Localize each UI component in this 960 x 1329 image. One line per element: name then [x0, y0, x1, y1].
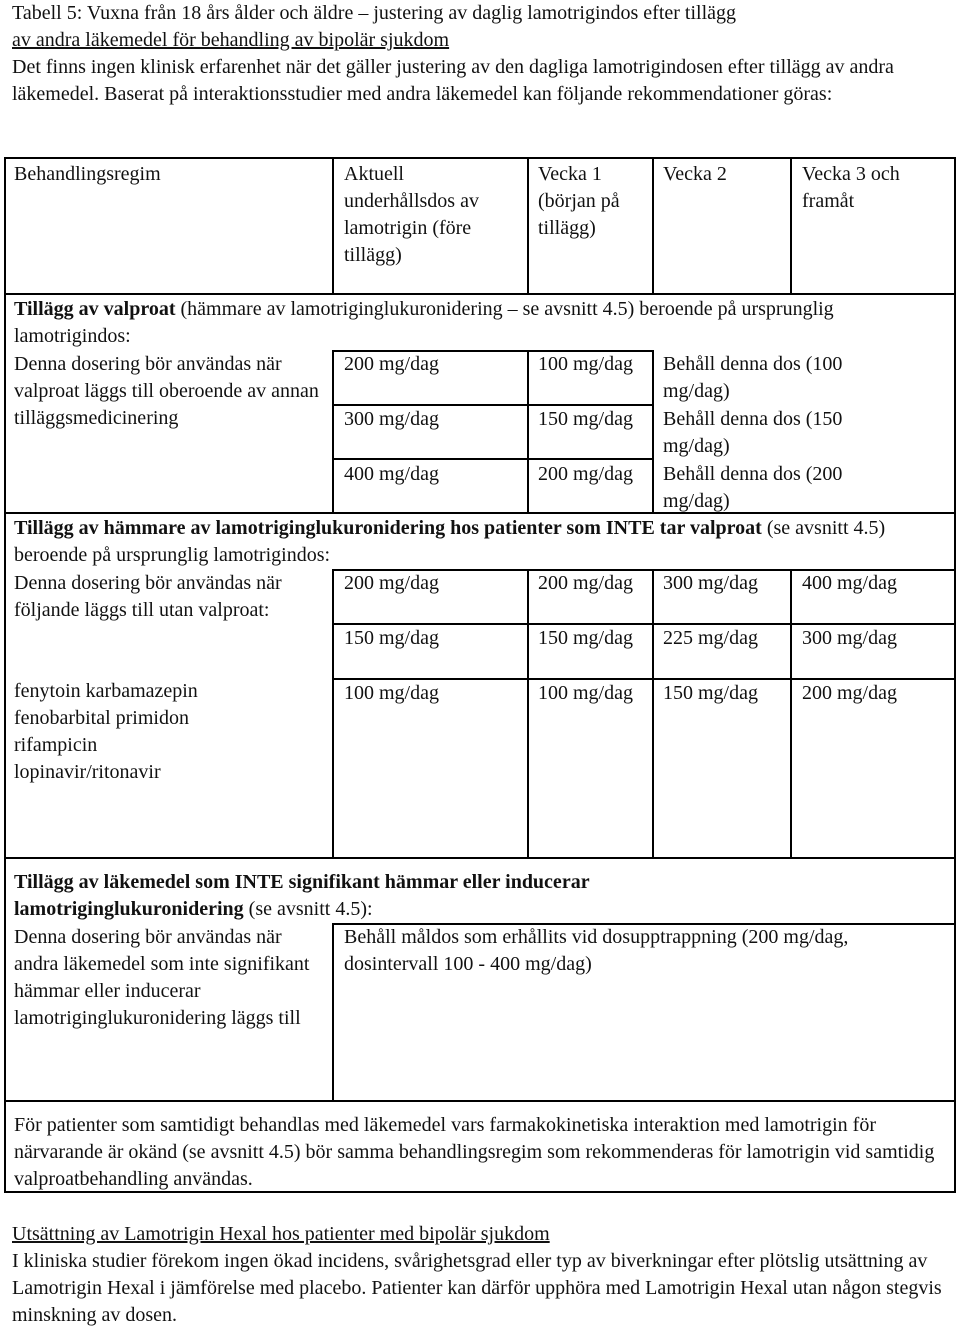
header-divider-3: [652, 159, 654, 295]
valproate-row-3-week-2: Behåll denna dos (200 mg/dag): [663, 463, 843, 512]
valproate-row-3-week-1: 200 mg/dag: [538, 463, 633, 485]
neutral-heading-bold: Tillägg av läkemedel som INTE signifikant hämmar eller inducerar lamotriginglukuronidering: [14, 871, 590, 920]
header-bottom-rule: [6, 293, 954, 295]
inducers-heading: [14, 515, 944, 569]
inducers-description: Denna dosering bör användas när följande läggs till utan valproat:: [14, 572, 282, 621]
inducers-row-2-week-2: 225 mg/dag: [663, 627, 758, 649]
valproate-divider-3: [652, 350, 654, 513]
header-week-1: Vecka 1 (början på tillägg): [538, 163, 620, 239]
inducers-row-3-current: 100 mg/dag: [344, 682, 439, 704]
inducers-bottom-rule: [6, 857, 954, 859]
inducers-divider-1: [332, 569, 334, 859]
table-title-line-2: av andra läkemedel för behandling av bipolär sjukdom: [12, 29, 450, 51]
inducers-row-1-current: 200 mg/dag: [344, 572, 439, 594]
inducers-row-3-week-2: 150 mg/dag: [663, 682, 758, 704]
inducers-row-2-week-3: 300 mg/dag: [802, 627, 897, 649]
valproate-description: Denna dosering bör användas när valproat läggs till oberoende av annan tilläggsmedicinering: [14, 353, 319, 429]
inducers-divider-3: [652, 569, 654, 859]
table-intro: Det finns ingen klinisk erfarenhet när det gäller justering av den dagliga lamotrigindosen efter tillägg av andra läkemedel. Baserat på interaktionsstudier med andra läkemedel kan följande rekommendationer göras:: [12, 56, 894, 105]
inducers-heading-bold: Tillägg av hämmare av lamotriginglukuronidering hos patienter som INTE tar valproat: [14, 517, 762, 539]
discontinuation-title: Utsättning av Lamotrigin Hexal hos patienter med bipolär sjukdom: [12, 1223, 550, 1245]
inducers-drug-list: fenytoin karbamazepin fenobarbital primidon rifampicin lopinavir/ritonavir: [14, 680, 198, 783]
valproate-divider-1: [332, 350, 334, 513]
header-regimen: Behandlingsregim: [14, 163, 161, 185]
neutral-bottom-rule: [6, 1100, 954, 1102]
valproate-heading-bold: Tillägg av valproat: [14, 298, 176, 320]
neutral-divider: [332, 923, 334, 1102]
inducers-heading-rest: (se avsnitt 4.5) beroende på ursprunglig lamotrigindos:: [14, 517, 886, 566]
inducers-row-2-current: 150 mg/dag: [344, 627, 439, 649]
valproate-divider-2: [527, 350, 529, 513]
header-divider-4: [790, 159, 792, 295]
valproate-row-2-current: 300 mg/dag: [344, 408, 439, 430]
inducers-divider-2: [527, 569, 529, 859]
valproate-heading-rest: (hämmare av lamotriginglukuronidering – se avsnitt 4.5) beroende på ursprunglig lamotrigindos:: [14, 298, 834, 347]
inducers-divider-4: [790, 569, 792, 859]
discontinuation-section: [12, 1221, 942, 1329]
valproate-row-rule-2: [332, 458, 654, 460]
header-divider-2: [527, 159, 529, 295]
valproate-row-2-week-2: Behåll denna dos (150 mg/dag): [663, 408, 843, 457]
inducers-row-1-week-2: 300 mg/dag: [663, 572, 758, 594]
valproate-row-1-week-2: Behåll denna dos (100 mg/dag): [663, 353, 843, 402]
header-week-3: Vecka 3 och framåt: [802, 163, 900, 212]
discontinuation-body: I kliniska studier förekom ingen ökad incidens, svårighetsgrad eller typ av biverkningar efter plötslig utsättning av Lamotrigin Hexal i jämförelse med placebo. Patienter kan därför upphöra med Lamotrigin Hexal utan någon stegvis minskning av dosen.: [12, 1250, 942, 1326]
inducers-row-1-week-1: 200 mg/dag: [538, 572, 633, 594]
neutral-dose: Behåll måldos som erhållits vid dosupptrappning (200 mg/dag, dosintervall 100 - 400 mg/dag): [344, 926, 849, 975]
valproate-row-2-week-1: 150 mg/dag: [538, 408, 633, 430]
table-footer-note: För patienter som samtidigt behandlas med läkemedel vars farmakokinetiska interaktion med lamotrigin för närvarande är okänd (se avsnitt 4.5) bör samma behandlingsregim som rekommenderas för lamotrigin vid samtidig valproatbehandling användas.: [14, 1114, 935, 1190]
table-caption: [12, 0, 942, 108]
inducers-row-3-week-3: 200 mg/dag: [802, 682, 897, 704]
header-current-dose: Aktuell underhållsdos av lamotrigin (före tillägg): [344, 163, 479, 266]
inducers-row-3-week-1: 100 mg/dag: [538, 682, 633, 704]
valproate-row-1-week-1: 100 mg/dag: [538, 353, 633, 375]
neutral-heading: [14, 869, 714, 923]
neutral-heading-rest: (se avsnitt 4.5):: [243, 898, 373, 920]
header-week-2: Vecka 2: [663, 163, 727, 185]
valproate-row-1-current: 200 mg/dag: [344, 353, 439, 375]
neutral-top-rule: [332, 923, 954, 925]
table-title-line-1: Tabell 5: Vuxna från 18 års ålder och äldre – justering av daglig lamotrigindos efter tillägg: [12, 2, 737, 24]
dosing-table: [4, 157, 956, 1193]
neutral-description: Denna dosering bör användas när andra läkemedel som inte signifikant hämmar eller inducerar lamotriginglukuronidering läggs till: [14, 926, 310, 1029]
valproate-row-3-current: 400 mg/dag: [344, 463, 439, 485]
valproate-heading: [14, 296, 944, 350]
header-divider-1: [332, 159, 334, 295]
inducers-row-2-week-1: 150 mg/dag: [538, 627, 633, 649]
inducers-row-1-week-3: 400 mg/dag: [802, 572, 897, 594]
